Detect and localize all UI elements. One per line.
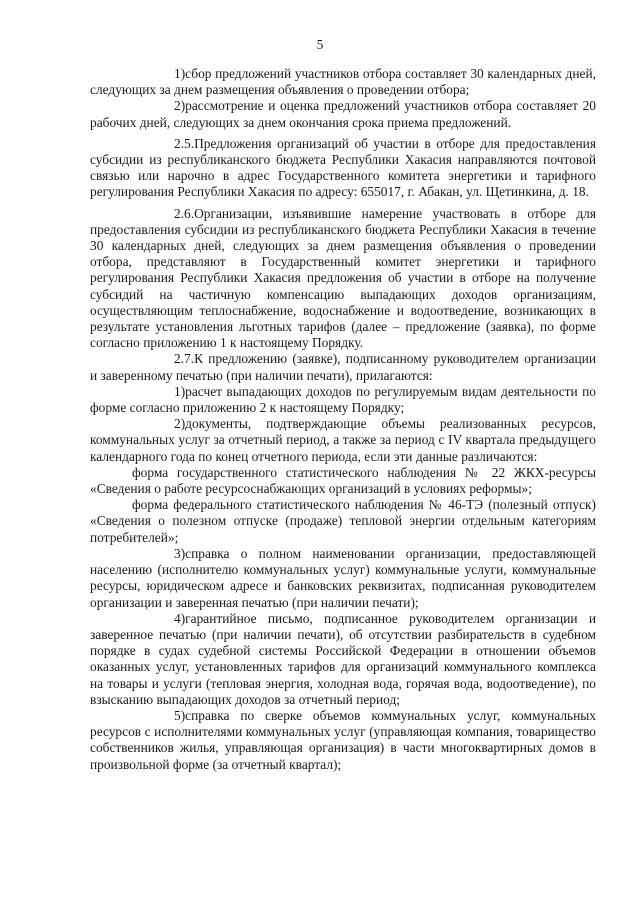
- paragraph-text: К предложению (заявке), подписанному руководителем организации и заверенному печатью (при наличии печати), прилагаются:: [90, 351, 596, 383]
- paragraph: [90, 497, 596, 546]
- paragraph-label: 4): [174, 610, 186, 626]
- paragraph-label: 2): [174, 416, 186, 432]
- paragraph: [90, 546, 596, 611]
- paragraph: [90, 384, 596, 416]
- paragraph: [90, 66, 596, 98]
- paragraph-label: 5): [174, 707, 186, 723]
- page-number: 5: [316, 37, 324, 52]
- paragraph-label: 2): [174, 98, 186, 114]
- paragraph-label: 1): [174, 383, 186, 399]
- document-body: [90, 66, 596, 773]
- paragraph-text: рассмотрение и оценка предложений участников отбора составляет 20 рабочих дней, следующих за днем окончания срока приема предложений.: [90, 98, 596, 130]
- paragraph: [90, 206, 596, 352]
- paragraph-text: Организации, изъявившие намерение участвовать в отборе для предоставления субсидии из республиканского бюджета Республики Хакасия в течение 30 календарных дней, следующих за днем размещения объявления о проведении отбора, представляют в Государственный комитет энергетики и тарифного регулирования Республики Хакасия предложения об участии в отборе на получение субсидий на частичную компенсацию выпадающих доходов организациям, осуществляющим теплоснабжение, водоснабжение и водоотведение, возникающих в результате установления льготных тарифов (далее – предложение (заявка), по форме согласно приложению 1 к настоящему Порядку.: [90, 205, 596, 351]
- paragraph: [90, 416, 596, 465]
- paragraph: [90, 708, 596, 773]
- paragraph: [90, 98, 596, 130]
- paragraph: [90, 465, 596, 497]
- paragraph-text: документы, подтверждающие объемы реализованных ресурсов, коммунальных услуг за отчетный период, а также за период с IV квартала предыдущего календарного года по конец отчетного периода, если эти данные различаются:: [90, 416, 596, 464]
- paragraph: [90, 351, 596, 383]
- paragraph-text: справка по сверке объемов коммунальных услуг, коммунальных ресурсов с исполнителями коммунальных услуг (управляющая компания, товарищество собственников жилья, управляющая организация) в части многоквартирных домов в произвольной форме (за отчетный квартал);: [90, 707, 596, 772]
- paragraph-label: 1): [174, 66, 186, 81]
- paragraph: [90, 611, 596, 708]
- paragraph-text: форма федерального статистического наблюдения № 46-ТЭ (полезный отпуск) «Сведения о полезном отпуске (продаже) тепловой энергии отдельным категориям потребителей»;: [90, 497, 596, 545]
- paragraph-label: 2.5.: [174, 135, 195, 151]
- paragraph-text: Предложения организаций об участии в отборе для предоставления субсидии из республиканского бюджета Республики Хакасия направляются почтовой связью или нарочно в адрес Государственного комитета энергетики и тарифного регулирования Республики Хакасия по адресу: 655017, г. Абакан, ул. Щетинкина, д. 18.: [90, 135, 596, 200]
- paragraph-text: сбор предложений участников отбора составляет 30 календарных дней, следующих за днем размещения объявления о проведении отбора;: [90, 66, 596, 98]
- paragraph-text: гарантийное письмо, подписанное руководителем организации и заверенное печатью (при наличии печати), об отсутствии разбирательств в судебном порядке в судах судебной системы Российской Федерации в отношении объемов оказанных услуг, установленных тарифов для организаций коммунального комплекса на товары и услуги (тепловая энергия, холодная вода, горячая вода, водоотведение), по взысканию выпадающих доходов за отчетный период;: [90, 610, 596, 707]
- paragraph-label: 2.6.: [174, 205, 195, 221]
- paragraph: [90, 136, 596, 201]
- paragraph-text: расчет выпадающих доходов по регулируемым видам деятельности по форме согласно приложению 2 к настоящему Порядку;: [90, 383, 596, 416]
- paragraph-text: справка о полном наименовании организации, предоставляющей населению (исполнителю коммунальных услуг) коммунальные услуги, коммунальные ресурсы, юридическом адресе и банковских реквизитах, подписанная руководителем организации и заверенная печатью (при наличии печати);: [90, 545, 596, 610]
- paragraph-label: 3): [174, 545, 186, 561]
- paragraph-text: форма государственного статистического наблюдения № 22 ЖКХ-ресурсы «Сведения о работе ресурсоснабжающих организаций в условиях реформы»;: [90, 464, 596, 497]
- paragraph-label: 2.7.: [174, 351, 195, 367]
